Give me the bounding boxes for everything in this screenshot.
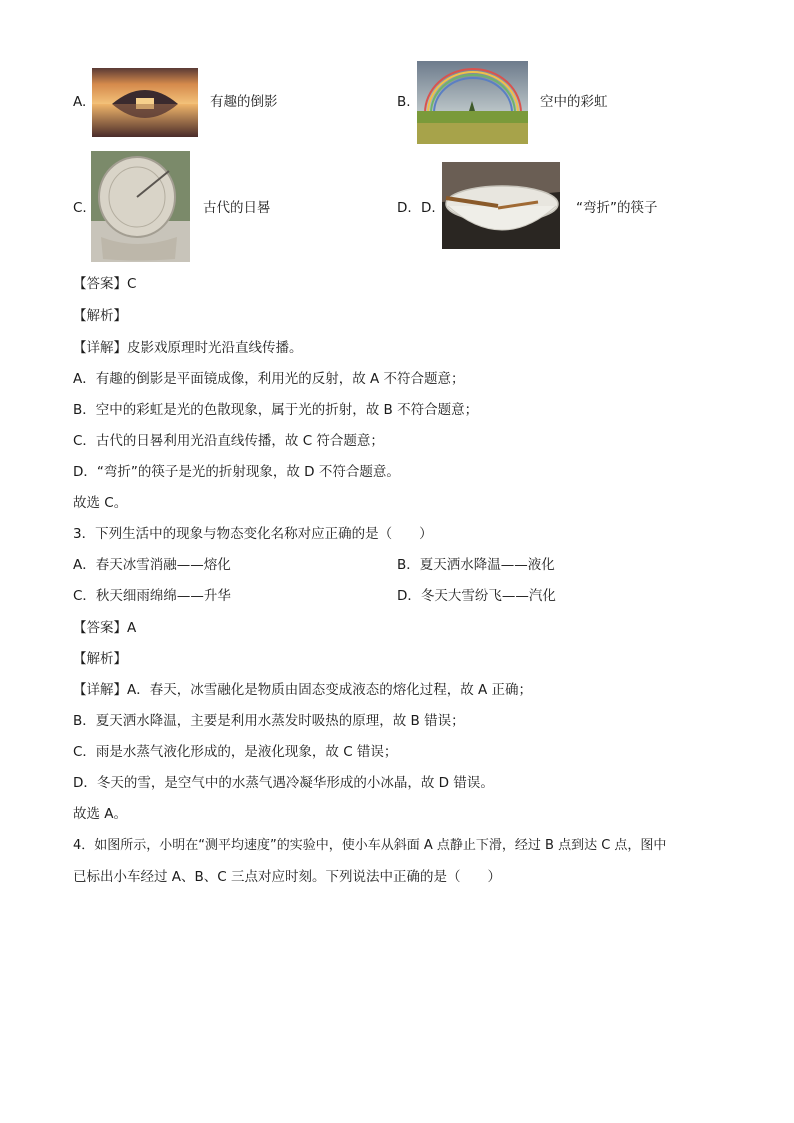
option-a-letter: A. xyxy=(73,94,87,110)
rainbow-photo xyxy=(417,61,528,144)
option-b-letter: B. xyxy=(397,94,411,110)
q2-line-b: B．空中的彩虹是光的色散现象，属于光的折射，故 B 不符合题意； xyxy=(73,402,479,418)
sundial-photo xyxy=(91,151,190,262)
q4-stem-line1: 4．如图所示，小明在“测平均速度”的实验中，使小车从斜面 A 点静止下滑，经过 B 点到达 C 点，图中 xyxy=(73,838,667,853)
q3-option-d: D．冬天大雪纷飞——汽化 xyxy=(397,588,556,604)
q3-option-b: B．夏天洒水降温——液化 xyxy=(397,557,555,573)
q2-answer: 【答案】C xyxy=(73,276,137,292)
bent-chopsticks-photo xyxy=(442,162,560,249)
q3-answer: 【答案】A xyxy=(73,620,137,636)
q2-conclusion: 故选 C。 xyxy=(73,495,128,511)
q3-line-d: D．冬天的雪，是空气中的水蒸气遇冷凝华形成的小冰晶，故 D 错误。 xyxy=(73,775,494,791)
q2-line-c: C．古代的日晷利用光沿直线传播，故 C 符合题意； xyxy=(73,433,384,449)
q3-option-c: C．秋天细雨绵绵——升华 xyxy=(73,588,231,604)
q2-line-a: A．有趣的倒影是平面镜成像，利用光的反射，故 A 不符合题意； xyxy=(73,371,465,387)
q3-option-a: A．春天冰雪消融——熔化 xyxy=(73,557,231,573)
option-c-caption: 古代的日晷 xyxy=(203,200,271,216)
option-c-letter: C. xyxy=(73,200,87,216)
q2-detail: 【详解】皮影戏原理时光沿直线传播。 xyxy=(73,340,303,356)
option-b-caption: 空中的彩虹 xyxy=(540,94,608,110)
reflection-photo xyxy=(92,68,198,137)
q3-line-b: B．夏天洒水降温，主要是利用水蒸发时吸热的原理，故 B 错误； xyxy=(73,713,465,729)
q3-analysis-heading: 【解析】 xyxy=(73,651,127,667)
q2-line-d: D．“弯折”的筷子是光的折射现象，故 D 不符合题意。 xyxy=(73,464,400,480)
q3-detail: 【详解】A．春天，冰雪融化是物质由固态变成液态的熔化过程，故 A 正确； xyxy=(73,682,533,698)
q4-stem-line2: 已标出小车经过 A、B、C 三点对应时刻。下列说法中正确的是（ ） xyxy=(73,869,502,885)
q3-conclusion: 故选 A。 xyxy=(73,806,128,822)
option-a-caption: 有趣的倒影 xyxy=(210,94,278,110)
q3-line-c: C．雨是水蒸气液化形成的，是液化现象，故 C 错误； xyxy=(73,744,398,760)
option-d-letter-repeat: D. xyxy=(421,200,436,216)
option-d-caption: “弯折”的筷子 xyxy=(576,200,658,216)
q3-stem: 3．下列生活中的现象与物态变化名称对应正确的是（ ） xyxy=(73,526,433,542)
q2-analysis-heading: 【解析】 xyxy=(73,308,127,324)
option-d-letter: D. xyxy=(397,200,412,216)
